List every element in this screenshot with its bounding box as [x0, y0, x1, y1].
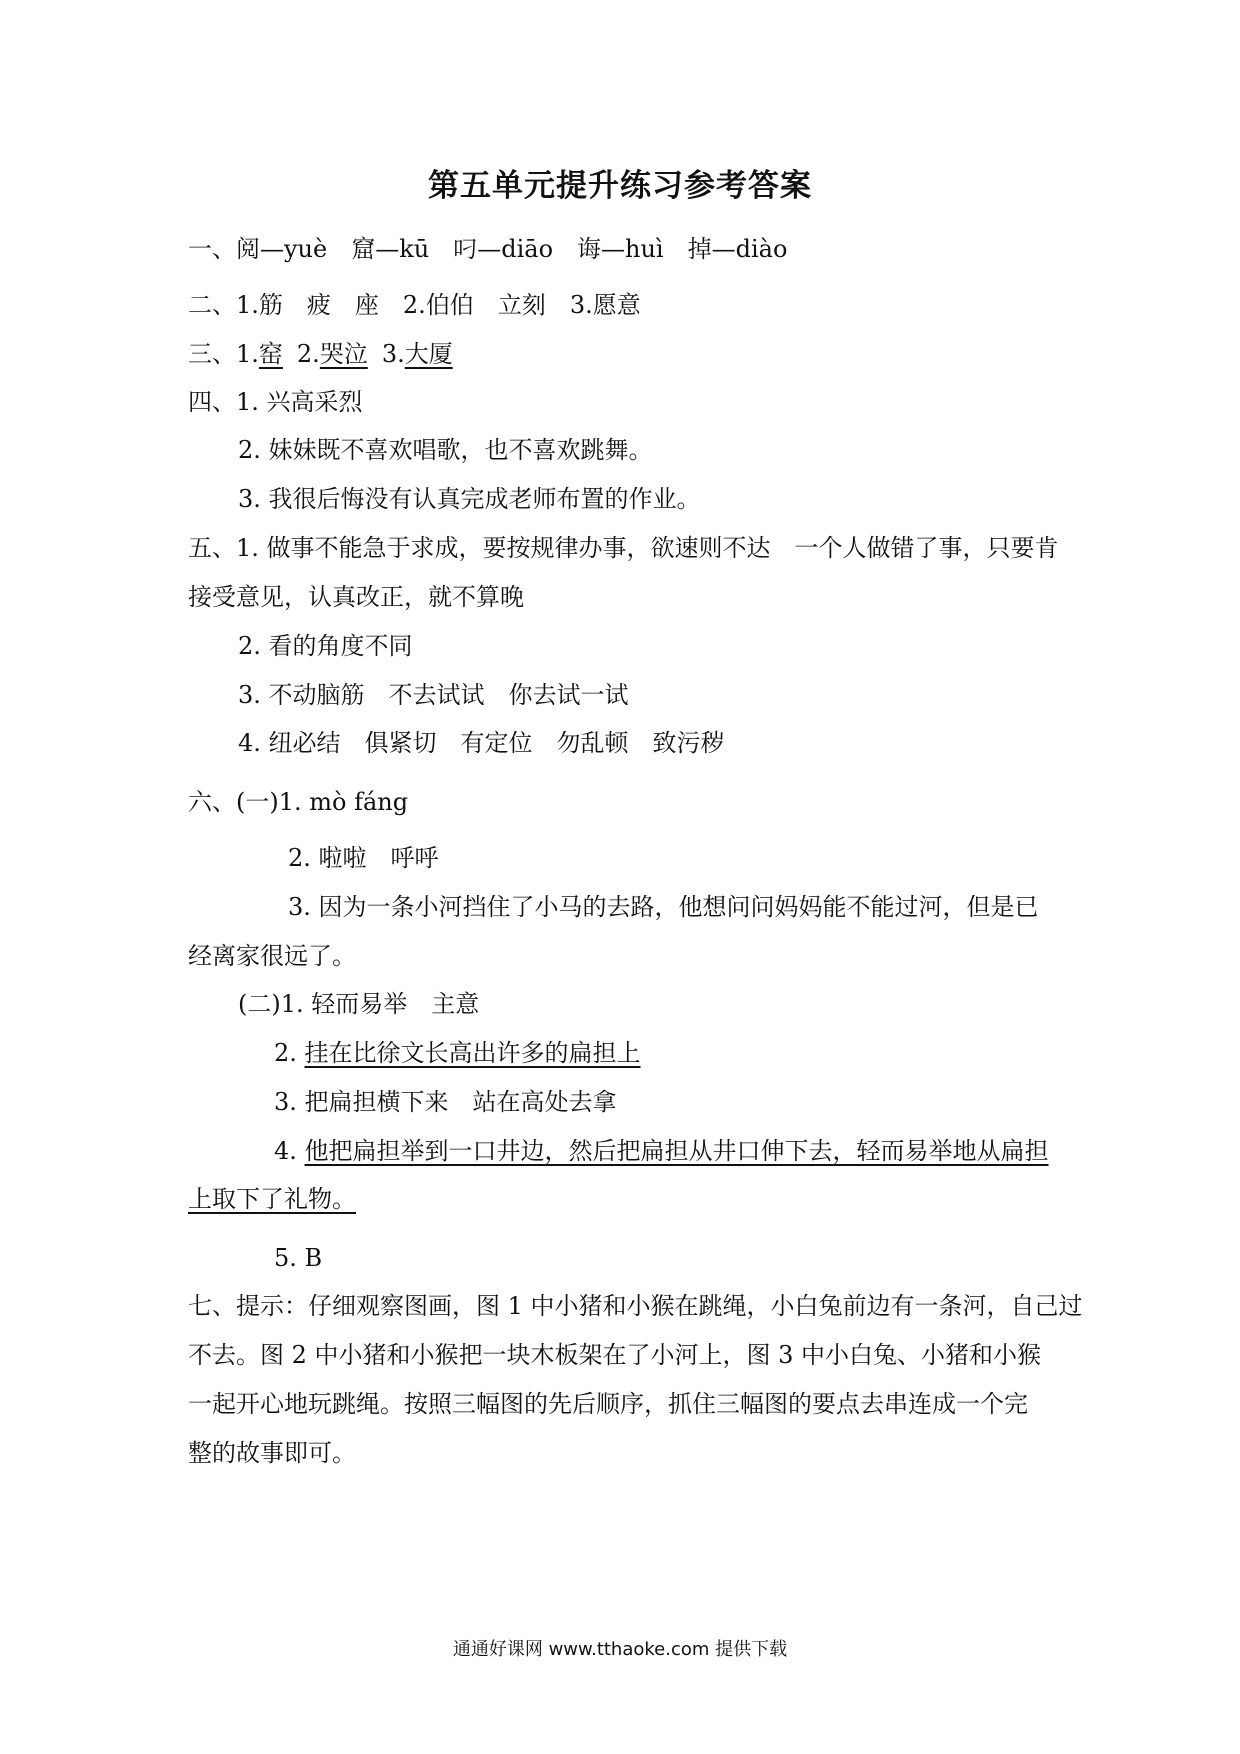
- item-number: 4.: [274, 1137, 305, 1165]
- answer-word: 愿意: [592, 291, 641, 319]
- pinyin-answer: 叼—diāo: [453, 235, 554, 263]
- underlined-answer: 哭泣: [319, 340, 368, 368]
- item-number: 3.: [569, 291, 593, 319]
- pinyin-answer: 诲—huì: [577, 235, 664, 263]
- answer-text: 致污秽: [652, 729, 725, 757]
- section-6-part-2-line-2: [274, 1037, 641, 1069]
- section-number: 一、: [188, 235, 236, 263]
- section-number: 二、: [188, 291, 236, 319]
- section-number: 七、: [188, 1292, 236, 1320]
- item-number: 2.: [296, 340, 320, 368]
- section-1: [188, 233, 787, 265]
- pinyin-answer: 窟—kū: [351, 235, 430, 263]
- answer-text: 一个人做错了事，只要肯: [794, 534, 1059, 562]
- section-6-part-2-line-5: 5. B: [274, 1244, 323, 1272]
- answer-text: 1. 兴高采烈: [236, 388, 363, 416]
- section-6-part-2-line-3: [274, 1086, 617, 1118]
- item-number: 1.: [236, 291, 259, 319]
- section-5-line-3: [238, 679, 629, 711]
- section-5-line-1: [188, 532, 1059, 564]
- footer-source: 通通好课网 www.tthaoke.com 提供下载: [452, 1639, 788, 1660]
- section-number: 五、: [188, 534, 236, 562]
- answer-text: 主意: [431, 990, 480, 1018]
- part-label: (二): [238, 990, 281, 1018]
- underlined-answer: 大厦: [404, 340, 453, 368]
- section-6-line-3: 3. 因为一条小河挡住了小马的去路，他想问问妈妈能不能过河，但是已: [288, 893, 1039, 921]
- pinyin-answer: 掉—diào: [687, 235, 788, 263]
- answer-text: 1. 做事不能急于求成，要按规律办事，欲速则不达: [236, 534, 771, 562]
- answer-text: 俱紧切: [364, 729, 437, 757]
- section-number: 六、: [188, 788, 236, 816]
- item-number: 3.: [381, 340, 405, 368]
- answer-text: 4. 纽必结: [238, 729, 341, 757]
- section-6-part-2-line-1: [238, 988, 479, 1020]
- answer-word: 座: [354, 291, 379, 319]
- section-7-line-2: 不去。图 2 中小猪和小猴把一块木板架在了小河上，图 3 中小白兔、小猪和小猴: [188, 1341, 1042, 1369]
- answer-text: 勿乱顿: [556, 729, 629, 757]
- answer-text: 提示：仔细观察图画，图 1 中小猪和小猴在跳绳，小白兔前边有一条河，自己过: [236, 1292, 1083, 1320]
- section-6-line-3-cont: 经离家很远了。: [188, 942, 356, 970]
- section-4-line-1: [188, 386, 363, 418]
- section-4-line-3: 3. 我很后悔没有认真完成老师布置的作业。: [238, 485, 701, 513]
- item-number: 2.: [274, 1039, 305, 1067]
- answer-word: 疲: [306, 291, 331, 319]
- page-title: 第五单元提升练习参考答案: [428, 168, 812, 204]
- underlined-answer: 他把扁担举到一口井边，然后把扁担从井口伸下去，轻而易举地从扁担: [304, 1137, 1049, 1165]
- underlined-answer: 上取下了礼物。: [188, 1185, 356, 1213]
- section-3: [188, 338, 453, 370]
- section-5-line-2: 2. 看的角度不同: [238, 632, 413, 660]
- answer-text: 不去试试: [388, 681, 485, 709]
- section-6-line-2: [288, 842, 439, 874]
- pinyin-answer: 阅—yuè: [236, 235, 328, 263]
- answer-text: 有定位: [460, 729, 533, 757]
- section-number: 三、: [188, 340, 236, 368]
- answer-text: 1. mò fáng: [278, 788, 409, 816]
- section-7-line-3: 一起开心地玩跳绳。按照三幅图的先后顺序，抓住三幅图的要点去串连成一个完: [188, 1390, 1028, 1418]
- section-6-line-1: [188, 786, 408, 818]
- section-number: 四、: [188, 388, 236, 416]
- answer-text: 2. 啦啦: [288, 844, 367, 872]
- section-5-line-1-cont: 接受意见，认真改正，就不算晚: [188, 583, 524, 611]
- answer-word: 筋: [258, 291, 283, 319]
- answer-text: 3. 把扁担横下来: [274, 1088, 449, 1116]
- section-6-part-2-line-4: [274, 1135, 1049, 1167]
- part-label: (一): [236, 788, 279, 816]
- section-2: [188, 289, 641, 321]
- answer-text: 1. 轻而易举: [280, 990, 408, 1018]
- answer-text: 3. 不动脑筋: [238, 681, 365, 709]
- section-7-line-1: [188, 1290, 1083, 1322]
- underlined-answer: 窑: [258, 340, 283, 368]
- item-number: 1.: [236, 340, 259, 368]
- answer-text: 呼呼: [390, 844, 439, 872]
- answer-word: 伯伯: [425, 291, 474, 319]
- answer-word: 立刻: [497, 291, 546, 319]
- item-number: 2.: [402, 291, 426, 319]
- section-6-part-2-line-4-cont: [188, 1183, 356, 1215]
- answer-text: 站在高处去拿: [472, 1088, 617, 1116]
- section-4-line-2: 2. 妹妹既不喜欢唱歌，也不喜欢跳舞。: [238, 436, 653, 464]
- answer-text: 你去试一试: [508, 681, 629, 709]
- underlined-answer: 挂在比徐文长高出许多的扁担上: [304, 1039, 641, 1067]
- section-7-line-4: 整的故事即可。: [188, 1439, 356, 1467]
- section-5-line-4: [238, 727, 725, 759]
